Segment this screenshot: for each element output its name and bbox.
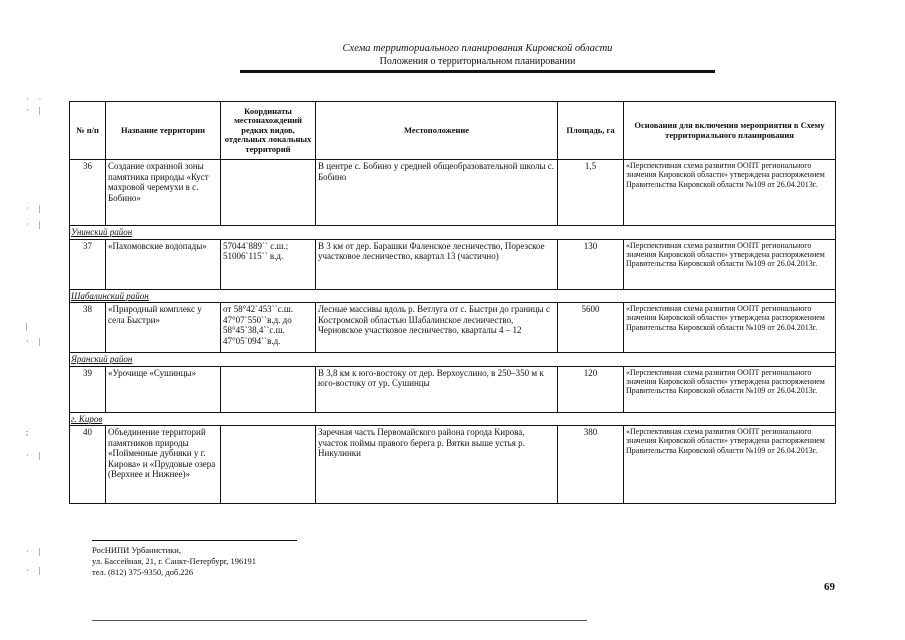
district-name: Унинский район [70, 226, 836, 240]
scan-margin-marks: · · · | · | · | | · | ; · | · | · | [26, 95, 46, 575]
cell-num: 36 [70, 160, 106, 226]
cell-coords [221, 366, 316, 412]
district-row [70, 412, 836, 426]
cell-location: В центре с. Бобино у средней общеобразовательной школы с. Бобино [316, 160, 558, 226]
cell-name: Создание охранной зоны памятника природы «Куст махровой черемухи в с. Бобино» [106, 160, 221, 226]
cell-area: 380 [558, 426, 624, 504]
table-header-row [70, 102, 836, 160]
col-header-coords: Координаты местонахождений редких видов, отдельных локальных территорий [221, 102, 316, 160]
cell-name: «Урочище «Сушинцы» [106, 366, 221, 412]
cell-coords: от 58°42`453``с.ш. 47°07`550``в.д. до 58°45`38,4``с.ш. 47°05`094``в.д. [221, 303, 316, 353]
page-number: 69 [824, 581, 835, 593]
col-header-num: № п/п [70, 102, 106, 160]
cell-location: В 3,8 км к юго-востоку от дер. Верхоуслино, в 250–350 м к юго-востоку от ур. Сушинцы [316, 366, 558, 412]
bottom-divider [92, 620, 587, 621]
cell-name: Объединение территорий памятников природы «Пойменные дубняки у г. Кирова» и «Прудовые озера (Верхнее и Нижнее)» [106, 426, 221, 504]
cell-num: 39 [70, 366, 106, 412]
document-title: Схема территориального планирования Кировской области [342, 43, 613, 54]
footer-contact [92, 545, 256, 578]
cell-area: 5600 [558, 303, 624, 353]
table-row [70, 160, 836, 226]
table-row [70, 426, 836, 504]
district-row [70, 353, 836, 367]
header-divider [240, 70, 715, 73]
cell-location: Заречная часть Первомайского района города Кирова, участок поймы правого берега р. Вятки выше устья р. Никулинки [316, 426, 558, 504]
cell-num: 38 [70, 303, 106, 353]
cell-basis: «Перспективная схема развития ООПТ регионального значения Кировской области» утверждена распоряжением Правительства Кировской области №109 от 26.04.2013г. [624, 426, 836, 504]
cell-area: 1,5 [558, 160, 624, 226]
cell-name: «Пахомовские водопады» [106, 239, 221, 289]
document-header [240, 42, 715, 68]
footer-address: ул. Бассейная, 21, г. Санкт-Петербург, 196191 [92, 556, 256, 566]
cell-coords [221, 426, 316, 504]
cell-num: 37 [70, 239, 106, 289]
table-row [70, 239, 836, 289]
table-row [70, 303, 836, 353]
cell-area: 120 [558, 366, 624, 412]
col-header-area: Площадь, га [558, 102, 624, 160]
col-header-basis: Основания для включения мероприятия в Схему территориального планирования [624, 102, 836, 160]
footer-divider [92, 540, 297, 541]
cell-coords: 57044`889`` с.ш.; 51006`115`` в.д. [221, 239, 316, 289]
cell-basis: «Перспективная схема развития ООПТ регионального значения Кировской области» утверждена распоряжением Правительства Кировской области №109 от 26.04.2013г. [624, 239, 836, 289]
district-row [70, 289, 836, 303]
footer-org: РосНИПИ Урбанистики, [92, 545, 181, 555]
cell-num: 40 [70, 426, 106, 504]
col-header-name: Название территории [106, 102, 221, 160]
cell-location: Лесные массивы вдоль р. Ветлуга от с. Быстри до границы с Костромской областью Шабалинское лесничество, Черновское участковое лесничество, кварталы 4 – 12 [316, 303, 558, 353]
cell-area: 130 [558, 239, 624, 289]
footer-phone: тел. (812) 375-9350, доб.226 [92, 567, 194, 577]
document-subtitle: Положения о территориальном планировании [379, 56, 576, 67]
col-header-location: Местоположение [316, 102, 558, 160]
district-name: Шабалинский район [70, 289, 836, 303]
district-name: Яранский район [70, 353, 836, 367]
district-name: г. Киров [70, 412, 836, 426]
table-row [70, 366, 836, 412]
cell-location: В 3 км от дер. Барашки Фаленское лесничество, Порезское участковое лесничество, квартал 13 (частично) [316, 239, 558, 289]
district-row [70, 226, 836, 240]
cell-basis: «Перспективная схема развития ООПТ регионального значения Кировской области» утверждена распоряжением Правительства Кировской области №109 от 26.04.2013г. [624, 160, 836, 226]
cell-basis: «Перспективная схема развития ООПТ регионального значения Кировской области» утверждена распоряжением Правительства Кировской области №109 от 26.04.2013г. [624, 366, 836, 412]
cell-basis: «Перспективная схема развития ООПТ регионального значения Кировской области» утверждена распоряжением Правительства Кировской области №109 от 26.04.2013г. [624, 303, 836, 353]
protected-areas-table [69, 101, 836, 504]
cell-coords [221, 160, 316, 226]
cell-name: «Природный комплекс у села Быстри» [106, 303, 221, 353]
